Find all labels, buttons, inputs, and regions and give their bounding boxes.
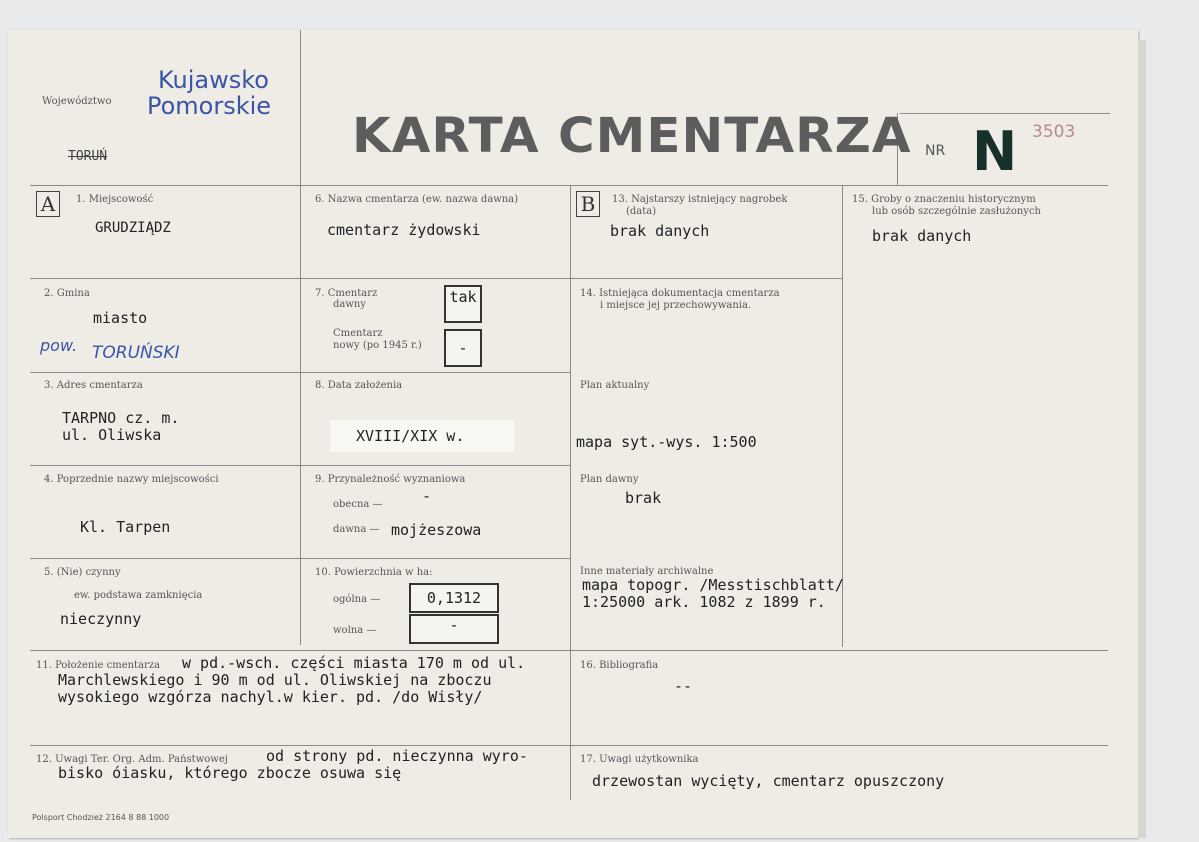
field-14-label-2: i miejsce jej przechowywania. — [600, 300, 752, 311]
field-9-dawna-label: dawna — — [333, 524, 380, 535]
field-14-label: 14. Istniejąca dokumentacja cmentarza — [580, 288, 780, 299]
field-11-line1: w pd.-wsch. części miasta 170 m od ul. — [182, 654, 526, 672]
field-17-label: 17. Uwagi użytkownika — [580, 754, 699, 765]
field-10-wolna-label: wolna — — [333, 625, 377, 636]
field-9-obecna-value: - — [422, 487, 432, 505]
wojewodztwo-stamp-line2: Pomorskie — [147, 92, 272, 120]
section-b-marker: B — [576, 191, 600, 217]
field-2-pow-value: TORUŃSKI — [92, 343, 180, 363]
struck-voivodeship: TORUŃ — [68, 149, 108, 164]
field-4-value: Kl. Tarpen — [80, 518, 171, 536]
wojewodztwo-stamp-line1: Kujawsko — [158, 66, 269, 94]
field-7-label: 7. Cmentarz — [315, 288, 378, 299]
divider-row4 — [30, 558, 570, 559]
plan-aktualny-value: mapa syt.-wys. 1:500 — [576, 433, 757, 451]
field-6-value: cmentarz żydowski — [327, 221, 481, 239]
field-13-label-2: (data) — [626, 206, 657, 217]
field-5-value: nieczynny — [60, 610, 142, 628]
section-a-marker: A — [36, 191, 60, 217]
plan-dawny-value: brak — [625, 489, 662, 507]
field-15-value: brak danych — [872, 227, 972, 245]
field-10-wolna-box: - — [409, 614, 499, 644]
field-5-label: 5. (Nie) czynny — [44, 567, 121, 578]
field-13-value: brak danych — [610, 222, 710, 240]
nr-label: NR — [925, 143, 946, 159]
field-10-label: 10. Powierzchnia w ha: — [315, 567, 433, 578]
field-3-label: 3. Adres cmentarza — [44, 380, 143, 391]
field-7-sublabel-2: nowy (po 1945 r.) — [333, 340, 422, 351]
field-2-pow-label: pow. — [40, 336, 78, 355]
field-17-value: drzewostan wycięty, cmentarz opuszczony — [592, 772, 945, 790]
field-11-label: 11. Położenie cmentarza — [36, 660, 161, 671]
divider-row1 — [30, 278, 842, 279]
field-3-value-line2: ul. Oliwska — [62, 426, 162, 444]
field-11-line2: Marchlewskiego i 90 m od ul. Oliwskiej na zboczu — [58, 671, 492, 689]
divider-row2 — [30, 372, 570, 373]
inne-materialy-line2: 1:25000 ark. 1082 z 1899 r. — [582, 593, 826, 611]
field-9-obecna-label: obecna — — [333, 499, 383, 510]
field-3-value-line1: TARPNO cz. m. — [62, 409, 180, 427]
field-8-value: XVIII/XIX w. — [356, 427, 465, 445]
plan-dawny-label: Plan dawny — [580, 474, 639, 485]
field-9-label: 9. Przynależność wyznaniowa — [315, 474, 466, 485]
field-12-label: 12. Uwagi Ter. Org. Adm. Państwowej — [36, 754, 228, 765]
field-16-label: 16. Bibliografia — [580, 660, 659, 671]
field-7-sublabel: Cmentarz — [333, 328, 383, 339]
plan-aktualny-label: Plan aktualny — [580, 380, 650, 391]
inne-materialy-label: Inne materiały archiwalne — [580, 566, 714, 577]
field-5-sublabel: ew. podstawa zamknięcia — [74, 590, 203, 601]
field-6-label: 6. Nazwa cmentarza (ew. nazwa dawna) — [315, 194, 519, 205]
field-2-value: miasto — [93, 309, 148, 327]
divider-nr-top — [900, 113, 1110, 114]
divider-row5 — [30, 650, 1108, 651]
nr-number: 3503 — [1032, 122, 1076, 142]
field-7-dawny-box: tak — [444, 285, 482, 323]
field-8-label: 8. Data założenia — [315, 380, 403, 391]
field-7-label-2: dawny — [333, 299, 367, 310]
divider-row6 — [30, 745, 1108, 746]
nr-letter: N — [972, 120, 1018, 183]
field-10-ogolna-label: ogólna — — [333, 594, 381, 605]
divider-col1 — [300, 30, 301, 645]
divider-row3 — [30, 465, 570, 466]
field-12-line1: od strony pd. nieczynna wyro- — [266, 747, 528, 765]
field-9-dawna-value: mojżeszowa — [391, 521, 482, 539]
field-1-label: 1. Miejscowość — [76, 194, 154, 205]
field-7-nowy-box: - — [444, 329, 482, 367]
printer-imprint: Polsport Chodzież 2164 8 88 1000 — [32, 813, 170, 822]
field-13-label: 13. Najstarszy istniejący nagrobek — [612, 194, 788, 205]
wojewodztwo-label: Województwo — [42, 96, 112, 107]
field-11-line3: wysokiego wzgórza nachyl.w kier. pd. /do Wisły/ — [58, 688, 483, 706]
field-16-value: -- — [674, 677, 693, 695]
field-2-label: 2. Gmina — [44, 288, 90, 299]
field-4-label: 4. Poprzednie nazwy miejscowości — [44, 474, 219, 485]
field-15-label: 15. Groby o znaczeniu historycznym — [852, 194, 1036, 205]
divider-header — [30, 185, 1108, 186]
field-1-value: GRUDZIĄDZ — [95, 220, 171, 236]
inne-materialy-line1: mapa topogr. /Messtischblatt/ — [582, 576, 844, 594]
page-title: KARTA CMENTARZA — [352, 108, 912, 164]
field-12-line2: bisko óiasku, którego zbocze osuwa się — [58, 764, 402, 782]
card-edge — [1138, 40, 1146, 838]
field-10-ogolna-box: 0,1312 — [409, 583, 499, 613]
field-15-label-2: lub osób szczególnie zasłużonych — [872, 206, 1041, 217]
